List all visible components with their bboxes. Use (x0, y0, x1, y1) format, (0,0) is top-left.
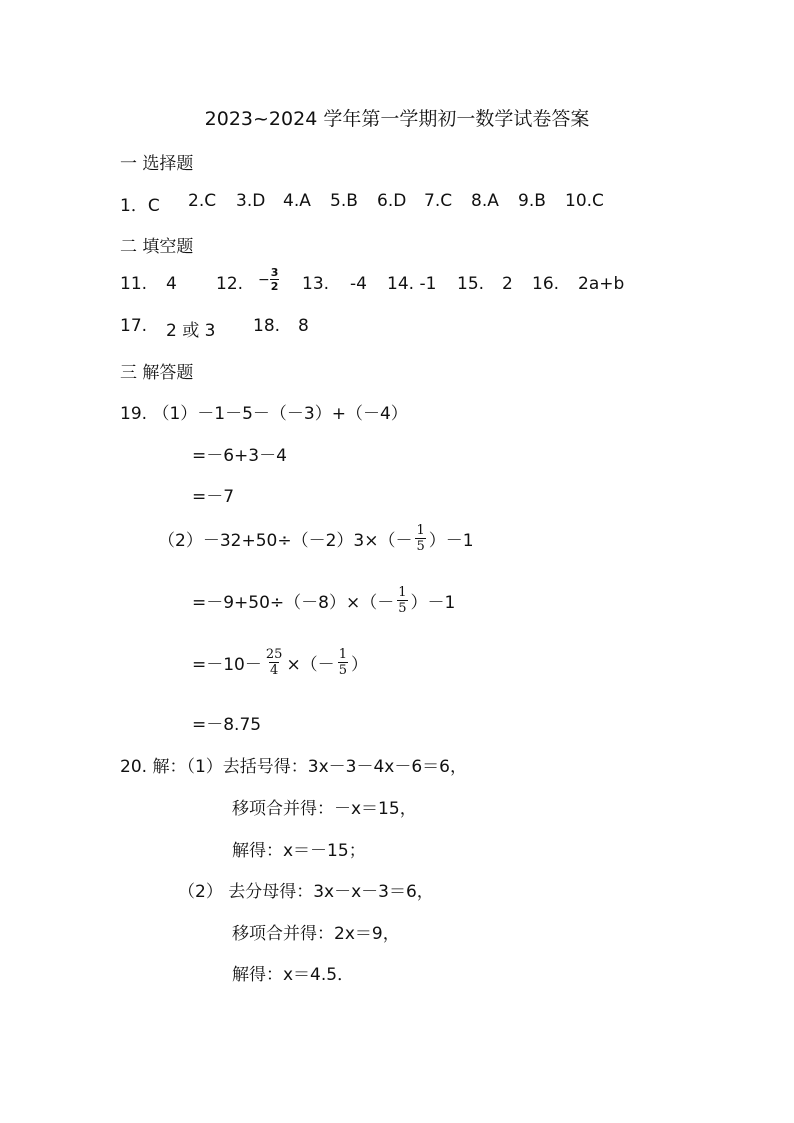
denominator: 2 (270, 280, 279, 293)
choice-answer: 1．C (120, 196, 160, 216)
expression-text: =－10－ (192, 655, 262, 675)
choice-answer: 2.C (188, 191, 217, 211)
q19-part1-step: =－6+3－4 (192, 446, 287, 466)
fraction (415, 524, 425, 553)
q20-part1-line2: 移项合并得：－x＝15， (232, 799, 417, 819)
fraction (338, 648, 348, 677)
q20-part1-line1: 20. 解：（1）去括号得：3x－3－4x－6＝6， (120, 757, 467, 777)
expression-text: （2）－32+50÷（－2）3×（－ (158, 531, 413, 551)
question-number: 18. (253, 316, 281, 336)
fill-answer: 2 或 3 (166, 321, 216, 341)
expression-text: ）－1 (428, 531, 474, 551)
fraction (270, 267, 280, 292)
q20-part2-line1: （2） 去分母得：3x－x－3＝6， (178, 882, 434, 902)
q20-part2-line3: 解得：x＝4.5． (232, 965, 355, 985)
q20-part2-line2: 移项合并得：2x＝9， (232, 924, 400, 944)
q19-part2-expression (158, 524, 474, 553)
numerator: 1 (398, 585, 407, 600)
numerator: 25 (265, 647, 283, 662)
denominator: 5 (416, 539, 425, 554)
choice-answer: 9.B (518, 191, 546, 211)
section-heading-fill: 二 填空题 (120, 237, 194, 257)
choice-answer: 5.B (330, 191, 358, 211)
fill-answer: 2a+b (578, 274, 625, 294)
expression-text: ×（－ (286, 655, 335, 675)
fill-answer: 14. -1 (387, 274, 437, 294)
question-number: 15. (457, 274, 485, 294)
q20-part1-line3: 解得：x＝－15； (232, 841, 366, 861)
q19-part2-step2 (192, 648, 368, 677)
q19-part1-expression: 19. （1）－1－5－（－3）+（－4） (120, 404, 408, 424)
denominator: 5 (398, 601, 407, 616)
numerator: 1 (338, 647, 347, 662)
fraction (265, 648, 284, 677)
denominator: 4 (270, 663, 279, 678)
fill-answer-fraction (258, 267, 279, 292)
fill-answer: 4 (166, 274, 177, 294)
fill-answer: 2 (502, 274, 513, 294)
question-number: 13. (302, 274, 330, 294)
question-number: 16. (532, 274, 560, 294)
choice-answer: 3.D (236, 191, 266, 211)
question-number: 11. (120, 274, 148, 294)
choice-answer: 7.C (424, 191, 453, 211)
question-number: 17. (120, 316, 148, 336)
numerator: 1 (416, 523, 425, 538)
page-title: 2023~2024 学年第一学期初一数学试卷答案 (204, 108, 590, 130)
choice-answer: 6.D (377, 191, 407, 211)
section-heading-choice: 一 选择题 (120, 154, 194, 174)
question-number: 12. (216, 274, 244, 294)
fill-answer: -4 (350, 274, 367, 294)
expression-text: ）－1 (410, 593, 456, 613)
denominator: 5 (338, 663, 347, 678)
q19-part2-result: =－8.75 (192, 715, 262, 735)
expression-text: =－9+50÷（－8）×（－ (192, 593, 395, 613)
section-heading-solve: 三 解答题 (120, 363, 194, 383)
minus-sign: − (258, 271, 270, 288)
choice-answer: 10.C (565, 191, 604, 211)
q19-part2-step1 (192, 586, 455, 615)
expression-text: ） (350, 655, 368, 675)
fill-answer: 8 (298, 316, 309, 336)
fraction (397, 586, 407, 615)
numerator: 3 (270, 266, 279, 279)
q19-part1-result: =－7 (192, 487, 235, 507)
choice-answer: 8.A (471, 191, 499, 211)
choice-answer: 4.A (283, 191, 311, 211)
